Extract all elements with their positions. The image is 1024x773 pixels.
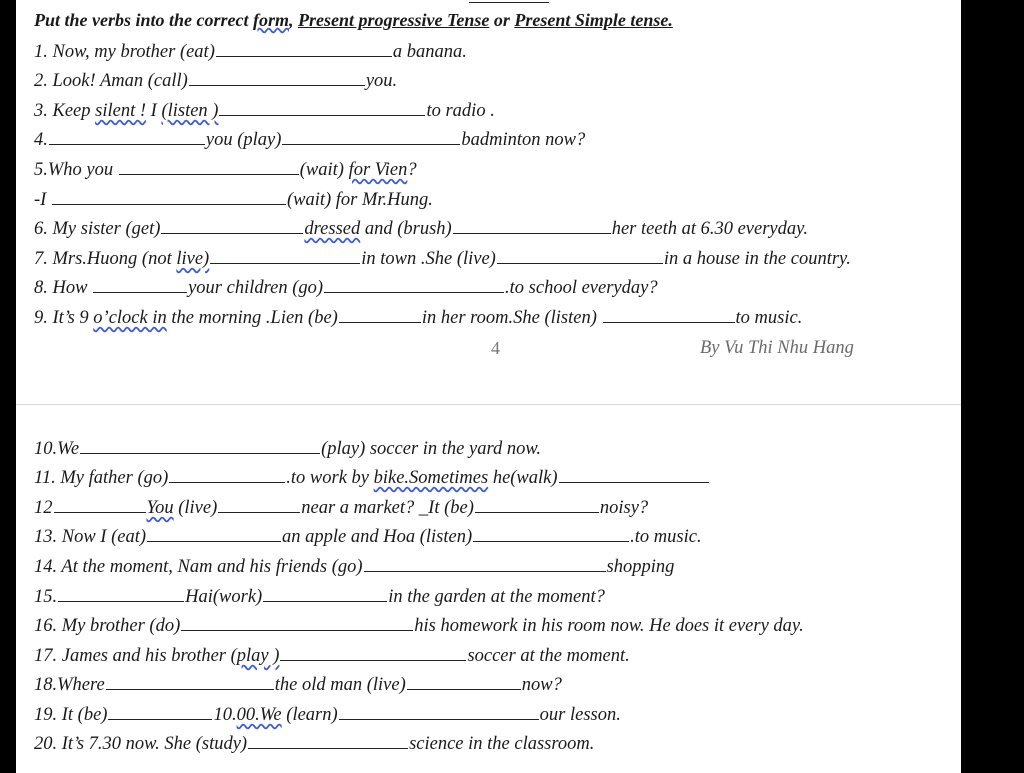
exercise-4 — [34, 127, 585, 153]
answer-blank — [364, 571, 606, 572]
exercise-text: he(walk) — [488, 468, 558, 488]
exercise-text: in a house in the country. — [663, 249, 851, 269]
exercise-text: 7. Mrs.Huong (not — [34, 249, 177, 269]
exercise-text: ? — [407, 160, 417, 180]
answer-blank — [169, 482, 285, 483]
exercise-text: to radio . — [426, 101, 495, 121]
exercise-text: bike.Sometimes — [373, 468, 489, 488]
answer-blank — [475, 512, 599, 513]
exercise-text: (wait) — [299, 160, 349, 180]
answer-blank — [58, 601, 184, 602]
exercise-text: I — [146, 101, 162, 121]
exercise-13 — [34, 524, 702, 550]
exercise-text: You — [146, 498, 174, 518]
exercise-text: (live) — [173, 498, 218, 518]
answer-blank — [210, 263, 360, 264]
exercise-text: an apple and Hoa (listen) — [282, 527, 473, 547]
exercise-text: near a market? _It (be) — [301, 498, 474, 518]
exercise-6 — [34, 216, 808, 242]
exercise-text: her teeth at 6.30 everyday. — [611, 219, 808, 239]
exercise-text: 19. It (be) — [34, 705, 108, 725]
answer-blank — [280, 660, 466, 661]
answer-blank — [603, 322, 735, 323]
exercise-text: 6. My sister (get) — [34, 219, 161, 239]
exercise-text: 17. James and his brother ( — [34, 646, 237, 666]
exercise-text: -I — [34, 190, 51, 210]
exercise-text: you. — [365, 71, 398, 91]
exercise-text: (learn) — [281, 705, 338, 725]
answer-blank — [559, 482, 709, 483]
answer-blank — [93, 292, 187, 293]
worksheet-page — [16, 0, 961, 773]
answer-blank — [339, 719, 539, 720]
exercise-text: science in the classroom. — [409, 734, 595, 754]
exercise-text: and (brush) — [360, 219, 452, 239]
title-tense-simple: Present Simple tense. — [514, 10, 673, 30]
exercise-text: 9. It’s 9 — [34, 308, 94, 328]
answer-blank — [324, 292, 504, 293]
title-or: or — [489, 10, 515, 30]
exercise-9 — [34, 305, 802, 331]
answer-blank — [216, 56, 392, 57]
answer-blank — [189, 85, 365, 86]
exercise-5 — [34, 157, 417, 183]
answer-blank — [473, 541, 629, 542]
exercise-text: (wait) for Mr.Hung. — [286, 190, 433, 210]
answer-blank — [339, 322, 421, 323]
exercise-text: (play) soccer in the yard now. — [321, 439, 541, 459]
exercise-19 — [34, 702, 621, 728]
exercise-text: the morning .Lien (be) — [166, 308, 338, 328]
exercise-text: (listen ) — [161, 101, 219, 121]
exercise-3 — [34, 98, 495, 124]
exercise-text: his homework in his room now. He does it every day. — [414, 616, 804, 636]
exercise-5-answer — [34, 187, 433, 213]
exercise-7 — [34, 246, 851, 272]
answer-blank — [49, 144, 205, 145]
exercise-text: noisy? — [599, 498, 649, 518]
exercise-18 — [34, 672, 562, 698]
answer-blank — [248, 748, 408, 749]
exercise-2 — [34, 68, 397, 94]
answer-blank — [147, 541, 281, 542]
exercise-text: 20. It’s 7.30 now. She (study) — [34, 734, 248, 754]
exercise-text: 8. How — [34, 278, 93, 298]
answer-blank — [108, 719, 212, 720]
exercise-text: 13. Now I (eat) — [34, 527, 147, 547]
exercise-text: you (play) — [205, 130, 282, 150]
author-credit: By Vu Thi Nhu Hang — [700, 338, 854, 358]
answer-blank — [52, 204, 286, 205]
answer-blank — [282, 144, 460, 145]
exercise-17 — [34, 643, 630, 669]
exercise-text: 16. My brother (do) — [34, 616, 181, 636]
exercise-text: 5.Who you — [34, 160, 118, 180]
answer-blank — [219, 115, 425, 116]
exercise-text: shopping — [606, 557, 675, 577]
exercise-text: 00.We — [236, 705, 282, 725]
exercise-8 — [34, 275, 658, 301]
exercise-text: in town .She (live) — [361, 249, 496, 269]
exercise-text: 12 — [34, 498, 53, 518]
answer-blank — [263, 601, 387, 602]
exercise-text: live) — [176, 249, 210, 269]
answer-blank — [181, 630, 413, 631]
exercise-text: badminton now? — [461, 130, 586, 150]
page-divider — [16, 404, 961, 405]
answer-blank — [218, 512, 300, 513]
answer-blank — [453, 233, 611, 234]
exercise-20 — [34, 731, 594, 757]
exercise-text: 10. — [213, 705, 237, 725]
page-number: 4 — [491, 338, 500, 358]
exercise-text: the old man (live) — [274, 675, 406, 695]
exercise-11 — [34, 465, 710, 491]
exercise-text: 1. Now, my brother (eat) — [34, 42, 215, 62]
exercise-text: soccer at the moment. — [467, 646, 630, 666]
exercise-text: a banana. — [392, 42, 467, 62]
answer-blank — [119, 174, 299, 175]
exercise-text: 4. — [34, 130, 48, 150]
instruction-title — [34, 10, 673, 31]
exercise-text: .to music. — [630, 527, 702, 547]
exercise-text: play ) — [236, 646, 280, 666]
answer-blank — [80, 453, 320, 454]
exercise-text: our lesson. — [539, 705, 621, 725]
exercise-text: 10.We — [34, 439, 80, 459]
exercise-text: 2. Look! Aman (call) — [34, 71, 188, 91]
exercise-16 — [34, 613, 804, 639]
answer-blank — [106, 689, 274, 690]
exercise-text: .to school everyday? — [505, 278, 658, 298]
exercise-text: 11. My father (go) — [34, 468, 169, 488]
exercise-10 — [34, 436, 541, 462]
exercise-text: 3. Keep — [34, 101, 96, 121]
exercise-text: for Vien — [348, 160, 408, 180]
exercise-15 — [34, 584, 605, 610]
exercise-12 — [34, 495, 648, 521]
exercise-text: o’clock in — [93, 308, 167, 328]
exercise-text: silent ! — [95, 101, 147, 121]
top-rule — [469, 2, 549, 3]
exercise-text: in her room.She (listen) — [421, 308, 602, 328]
exercise-text: 15. — [34, 587, 58, 607]
answer-blank — [497, 263, 663, 264]
answer-blank — [54, 512, 146, 513]
exercise-text: .to work by — [286, 468, 374, 488]
title-text: Put the verbs into the correct — [34, 10, 253, 30]
title-form: form — [253, 10, 289, 30]
answer-blank — [407, 689, 521, 690]
exercise-text: Hai(work) — [185, 587, 263, 607]
exercise-text: 14. At the moment, Nam and his friends (go) — [34, 557, 363, 577]
exercise-text: 18.Where — [34, 675, 105, 695]
exercise-text: in the garden at the moment? — [388, 587, 605, 607]
title-tense-progressive: Present progressive Tense — [298, 10, 490, 30]
exercise-text: your children (go) — [188, 278, 324, 298]
exercise-text: to music. — [735, 308, 803, 328]
exercise-1 — [34, 39, 467, 65]
exercise-14 — [34, 554, 674, 580]
exercise-text: dressed — [304, 219, 361, 239]
exercise-text: now? — [521, 675, 562, 695]
title-separator: , — [289, 10, 298, 30]
answer-blank — [161, 233, 303, 234]
